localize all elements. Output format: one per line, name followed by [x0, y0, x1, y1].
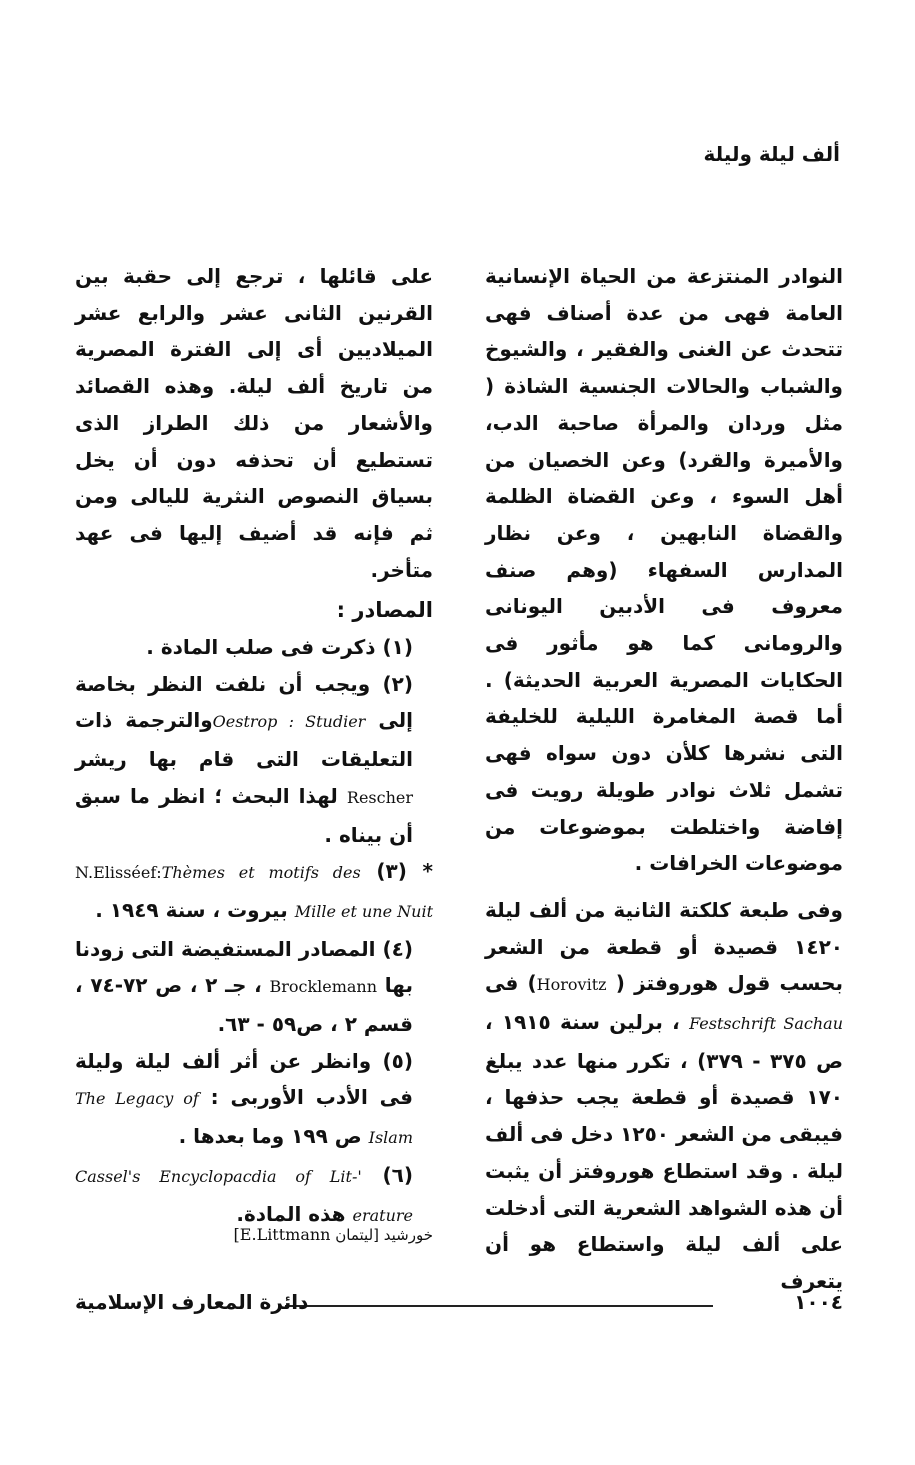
text-span: ، برلين سنة ١٩١٥ ، ص ٣٧٥ - ٣٧٩) ، تكرر منها عدد يبلغ ١٧٠ قصيدة أو قطعة يجب حذفها ، فيبقى من الشعر ١٢٥٠ دخل فى ألف ليلة . وقد استطاع هوروفتز أن يثبت أن هذه الشواهد الشعرية التى أدخلت على ألف ليلة واستطاع هو أن يتعرف	[485, 1010, 843, 1293]
text-span: (٥) وانظر عن أثر ألف ليلة وليلة فى الأدب الأوربى :	[75, 1048, 414, 1110]
latin-title: Mille et une Nuit	[294, 901, 433, 921]
latin-title: 'Cassel's Encyclopacdia of Lit- erature	[75, 1166, 413, 1225]
source-item: (١) ذكرت فى صلب المادة .	[146, 635, 413, 660]
author-latin: E.Littmann]	[233, 1225, 331, 1244]
page-footer	[75, 1290, 843, 1320]
text-span: وفى طبعة كلكتة الثانية من ألف ليلة ١٤٢٠ قصيدة أو قطعة من الشعر بحسب قول هوروفتز (	[485, 897, 843, 996]
source-item	[75, 931, 433, 1043]
footer-title: دائرة المعارف الإسلامية	[75, 1290, 309, 1314]
text-span: * (٣)	[376, 859, 433, 884]
text-span: بيروت ، سنة ١٩٤٩ .	[95, 897, 288, 922]
running-header: ألف ليلة وليلة	[703, 142, 840, 166]
source-item	[75, 666, 433, 854]
source-item	[75, 1157, 433, 1234]
text-span: (٦)	[382, 1162, 413, 1187]
body-paragraph: النوادر المنتزعة من الحياة الإنسانية العامة فهى من عدة أصناف فهى تتحدث عن الغنى والفقير ، والشيوخ والشباب والحالات الجنسية الشاذة ( مثل وردان والمرأة صاحبة الدب، والأميرة والقرد) وعن الخصيان من أهل السوء ، وعن القضاة الظلمة والقضاة النابهين ، وعن نظار المدارس السفهاء (وهم صنف معروف فى الأدبين اليونانى والرومانى كما هو مأثور فى الحكايات المصرية العربية الحديثة) . أما قصة المغامرة الليلية للخليفة التى نشرها كلأن دون سواه فهى تشمل ثلاث نوادر طويلة رويت فى إفاضة واختلطت بموضوعات من موضوعات الخرافات .	[485, 264, 843, 876]
text-span: والترجمة ذات التعليقات التى قام بها ريشر	[75, 708, 413, 772]
left-column	[75, 258, 433, 1234]
text-span: ، جـ ٢ ، ص ٧٢-٧٤ ، قسم ٢ ، ص٥٩ - ٦٣.	[75, 973, 413, 1037]
text-span: ) فى	[485, 971, 537, 996]
footer-divider	[285, 1305, 713, 1307]
latin-title: Thèmes et motifs des	[161, 863, 361, 883]
latin-name: Horovitz	[536, 975, 607, 995]
source-item	[75, 1043, 433, 1157]
text-span: لهذا البحث ؛ انظر ما سبق أن بيناه .	[75, 783, 413, 847]
latin-title: Oestrop : Studier	[212, 712, 366, 732]
text-span: (٤) المصادر المستفيضة التى زودنا بها	[75, 936, 414, 998]
latin-title: Festschrift Sachau	[689, 1014, 844, 1034]
latin-name: Rescher	[346, 787, 413, 807]
text-span: (٢) ويجب أن نلفت النظر بخاصة إلى	[75, 671, 413, 733]
text-span: ص ١٩٩ وما بعدها .	[178, 1124, 362, 1149]
source-item	[75, 853, 433, 930]
text-span: هذه المادة.	[236, 1201, 346, 1226]
author-name: خورشيد [ليتمان	[335, 1226, 433, 1244]
sources-heading: المصادر :	[336, 598, 433, 623]
page-number: ١٠٠٤	[794, 1290, 843, 1314]
latin-name: N.Elisséef:	[75, 863, 162, 883]
latin-title: The Legacy of Islam	[75, 1089, 413, 1148]
right-column	[485, 258, 843, 1300]
article-author	[75, 1225, 433, 1244]
latin-name: Brocklemann	[269, 977, 378, 997]
body-paragraph: على قائلها ، ترجع إلى حقبة بين القرنين الثانى عشر والرابع عشر الميلاديين أى إلى الفترة المصرية من تاريخ ألف ليلة. وهذه القصائد والأشعار من ذلك الطراز الذى تستطيع أن تحذفه دون أن يخل بسياق النصوص النثرية لليالى ومن ثم فإنه قد أضيف إليها فى عهد متأخر.	[75, 264, 433, 582]
body-paragraph	[485, 892, 843, 1300]
